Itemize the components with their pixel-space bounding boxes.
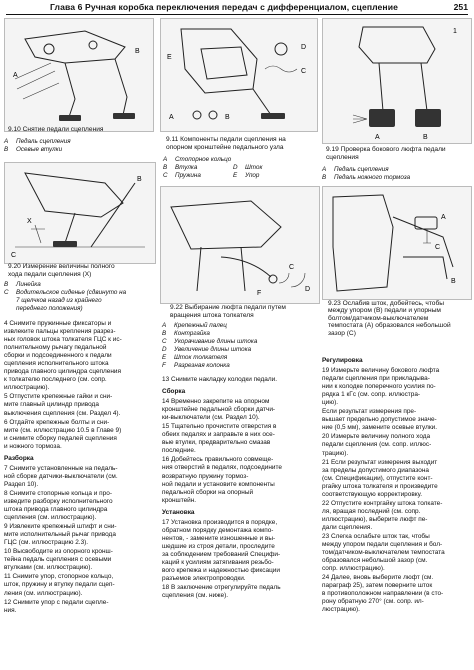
text-line: в противоположном направлении (в сто- — [322, 590, 444, 598]
text-line: вые втулки, предварительно смазав — [162, 439, 271, 447]
paragraph — [4, 393, 154, 417]
svg-text:C: C — [289, 264, 295, 271]
text-line: за пределы допустимого диапазона — [322, 466, 429, 474]
text-line: 6 Отдайте крепежные болты и сни- — [4, 418, 110, 426]
paragraph — [4, 465, 154, 489]
paragraph — [322, 574, 470, 614]
text-line: сцепления (см. иллюстрацию). — [4, 514, 97, 522]
text-line: к толкателю последнего (см. сопр. — [4, 376, 107, 384]
text-line: педальной сборки на опорный — [162, 488, 254, 496]
svg-text:B: B — [135, 48, 140, 55]
figure-9-20-caption: 9.20 Измерение величины полного хода педали сцепления (X) — [8, 263, 115, 278]
figure-9-20-image — [4, 162, 156, 264]
svg-text:D: D — [301, 44, 307, 51]
text-line: 22 Отпустите контргайку штока толкате- — [322, 499, 443, 507]
paragraph — [322, 500, 470, 532]
text-line: кронштейне педальной сборки датчи- — [162, 406, 276, 414]
cruise-switch-gap-drawing — [323, 187, 471, 299]
text-line: иллюстрацию), выберите люфт пе- — [322, 515, 428, 523]
section-heading: Регулировка — [322, 357, 363, 364]
svg-text:B: B — [225, 114, 230, 121]
paragraph — [162, 456, 316, 504]
text-line: ния отверстий в педалях, подсоедините — [162, 464, 282, 472]
figure-9-23-caption: 9.23 Ослабив шток, добейтесь, чтобы между упором (В) педали и упорным болтом/датчиком-выключателем темпостата (А) образовался небольшой зазор (С) — [328, 300, 451, 337]
figure-9-19-image — [322, 18, 472, 144]
svg-text:A: A — [13, 72, 18, 79]
text-line: ления (см. иллюстрацию). — [4, 589, 83, 597]
paragraph — [4, 548, 154, 572]
text-line: 16 Добейтесь правильного совмеще- — [162, 456, 274, 464]
paragraph — [162, 423, 316, 455]
paragraph — [162, 584, 316, 600]
text-line: педали сцепления при прикладыва- — [322, 375, 430, 383]
text-line: мите (см. иллюстрацию 10.5 в Главе 9) — [4, 426, 122, 434]
section-heading: Сборка — [162, 388, 186, 396]
paragraph — [4, 490, 154, 522]
text-line: 12 Снимите упор с педали сцепле- — [4, 598, 109, 606]
text-line: каций к усилиям затягивания резьбо- — [162, 558, 274, 566]
pushrod-adjustment-drawing — [161, 187, 319, 303]
text-line: ки-выключатели (см. Раздел 10). — [162, 414, 260, 422]
section-heading: Установка — [162, 508, 195, 516]
text-line: втулками (см. иллюстрацию). — [4, 564, 93, 572]
text-line: 19 Измерьте величину бокового люфта — [322, 367, 440, 375]
text-line: 4 Снимите пружинные фиксаторы и — [4, 320, 112, 327]
text-line: ние (0,5 мм), замените осевые втулки. — [322, 424, 438, 432]
svg-text:A: A — [375, 134, 380, 141]
text-line: 13 Снимите накладку колодки педали. — [162, 376, 277, 383]
paragraph — [322, 459, 470, 499]
figure-9-22-caption: 9.22 Выбирание люфта педали путем вращения штока толкателя — [170, 304, 286, 319]
svg-text:B: B — [137, 176, 142, 183]
text-line: Раздел 10). — [4, 480, 39, 488]
text-line: дали сцепления. — [322, 523, 373, 531]
svg-text:F: F — [257, 290, 262, 297]
text-line: нии к колодке поперечного усилия по- — [322, 383, 436, 391]
svg-text:E: E — [167, 54, 172, 61]
clutch-pedal-components-drawing — [161, 19, 317, 131]
figure-9-19-caption: 9.19 Проверка бокового люфта педали сцепления — [326, 146, 446, 161]
pedal-travel-measure-drawing — [5, 163, 155, 263]
text-line: шедшие из строя детали, проследите — [162, 542, 275, 550]
text-line: ля, вращая последний (см. сопр. — [322, 507, 421, 515]
text-line: сцепления (см. ниже). — [162, 592, 228, 600]
pedal-play-check-drawing — [323, 19, 471, 143]
text-line: сцепления исполнительного штока — [4, 360, 109, 368]
text-line: ных головок штока толкателя ГЦС к ис- — [4, 336, 122, 344]
paragraph — [322, 367, 470, 407]
text-line: ной сборке датчики-выключатели (см. — [4, 472, 118, 480]
text-column-left — [4, 320, 154, 616]
text-line: том/датчиком-выключателем темпостата — [322, 549, 445, 557]
figure-9-11-caption: 9.11 Компоненты педали сцепления на опорном кронштейне педального узла — [166, 136, 286, 151]
page-header — [6, 2, 468, 15]
text-line: нентов, - замените изношенные и вы- — [162, 534, 276, 542]
text-line: вышает предельно допустимое значе- — [322, 416, 437, 424]
text-line: люстрацию). — [322, 606, 360, 614]
text-line: трацию). — [322, 449, 349, 457]
text-line: ргайку штока толкателя и произведите — [322, 482, 438, 490]
text-line: вого крепежа и надежностью фиксации — [162, 567, 280, 575]
figure-9-20-legend: B Линейка C Водительское сиденье (сдвинуто на 7 щелчков назад из крайнего переднего положения) — [4, 281, 127, 312]
text-line: обеих педалях и заправьте в них осе- — [162, 431, 275, 439]
svg-text:C: C — [301, 68, 307, 75]
figure-9-22-image — [160, 186, 320, 304]
figure-9-10-image — [4, 18, 154, 132]
svg-text:1: 1 — [453, 28, 457, 35]
text-line: сборки и подсоединенного к педали — [4, 352, 112, 360]
svg-text:B: B — [451, 278, 456, 285]
text-line: (см. Спецификации), отпустите конт- — [322, 474, 433, 482]
text-line: Если результат измерения пре- — [322, 408, 417, 416]
text-column-right — [322, 354, 470, 615]
paragraph — [4, 523, 154, 547]
text-line: кронштейн. — [162, 496, 197, 504]
text-line: и снимите сборку педалей сцепления — [4, 434, 117, 442]
svg-text:A: A — [169, 114, 174, 121]
text-line: 11 Снимите упор, стопорное кольцо, — [4, 573, 114, 581]
text-line: обратном порядку демонтажа компо- — [162, 526, 274, 534]
text-line: привода главного цилиндра сцепления — [4, 368, 122, 376]
text-line: 7 Снимите установленные на педаль- — [4, 464, 118, 472]
paragraph — [4, 320, 154, 392]
text-line: и ножного тормоза. — [4, 442, 62, 450]
svg-text:X: X — [27, 218, 32, 225]
text-line: за соблюдением требований Специфи- — [162, 550, 281, 558]
clutch-pedal-removal-drawing — [5, 19, 153, 131]
text-line: извлеките пальцы крепления разрез- — [4, 328, 116, 336]
text-column-middle — [162, 376, 316, 601]
svg-text:D: D — [305, 286, 311, 293]
text-line: сопр. иллюстрацию). — [322, 565, 385, 573]
figure-9-10-legend: A Педаль сцепления B Осевые втулки — [4, 138, 71, 153]
text-line: 24 Далее, вновь выберите люфт (см. — [322, 574, 434, 582]
text-line: полнительному рычагу педальной — [4, 344, 107, 352]
text-line: 20 Измерьте величину полного хода — [322, 433, 431, 441]
text-line: рядка 1 кГс (см. сопр. иллюстра- — [322, 391, 421, 399]
text-line: выключения сцепления (см. Раздел 4). — [4, 409, 121, 417]
text-line: ной педали и установите компоненты — [162, 480, 275, 488]
text-line: мите исполнительный рычаг привода — [4, 531, 116, 539]
text-line: цию). — [322, 399, 339, 407]
text-line: 17 Установка производится в порядке, — [162, 518, 278, 526]
paragraph — [162, 376, 316, 384]
figure-9-19-legend: A Педаль сцепления B Педаль ножного тормоза — [322, 166, 411, 181]
chapter-title: Глава 6 Ручная коробка переключения передач с дифференциалом, сцепление — [50, 2, 398, 12]
text-line: соответствующую корректировку. — [322, 490, 423, 498]
text-line: 9 Извлеките крепежный штифт и сни- — [4, 523, 117, 531]
figure-9-10-caption: 9.10 Снятие педали сцепления — [8, 126, 104, 133]
paragraph — [322, 433, 470, 457]
text-line: 23 Слегка ослабьте шток так, чтобы — [322, 532, 430, 540]
text-line: рону обратную 270° (см. сопр. ил- — [322, 598, 424, 606]
paragraph — [322, 533, 470, 573]
text-line: иллюстрацию). — [4, 384, 50, 392]
text-line: 8 Снимите стопорные кольца и про- — [4, 489, 112, 497]
text-line: последние. — [162, 447, 196, 455]
svg-text:C: C — [11, 252, 17, 259]
section-heading: Разборка — [4, 454, 34, 462]
text-line: 14 Временно закрепите на опорном — [162, 398, 270, 406]
text-line: педали сцепления (см. сопр. иллюс- — [322, 441, 432, 449]
figure-9-11-legend: A Стопорное кольцо B Втулка D Шток C Пружина E Упор — [163, 156, 263, 179]
figure-9-23-image — [322, 186, 472, 300]
paragraph — [4, 419, 154, 451]
text-line: ГЦС (см. иллюстрацию 2.3). — [4, 539, 89, 547]
svg-text:A: A — [441, 214, 446, 221]
text-line: между упором педали сцепления и бол- — [322, 541, 443, 549]
text-line: штока привода главного цилиндра — [4, 506, 108, 514]
text-line: 18 В заключение отрегулируйте педаль — [162, 584, 281, 592]
paragraph — [162, 398, 316, 422]
text-line: мите главный цилиндр привода — [4, 401, 99, 409]
text-line: 5 Отпустите крепежные гайки и сни- — [4, 393, 113, 401]
svg-text:B: B — [423, 134, 428, 141]
text-line: образовался небольшой зазор (см. — [322, 557, 428, 565]
text-line: ния. — [4, 606, 17, 614]
text-line: шток, пружину и втулку педали сцеп- — [4, 581, 115, 589]
paragraph — [162, 519, 316, 583]
text-line: 21 Если результат измерения выходит — [322, 458, 438, 466]
page-number: 251 — [453, 2, 468, 12]
svg-text:C: C — [435, 244, 441, 251]
paragraph — [4, 573, 154, 597]
text-line: 10 Высвободите из опорного кронш- — [4, 548, 113, 556]
text-line: возвратную пружину тормоз- — [162, 472, 249, 480]
text-line: 15 Тщательно прочистите отверстия в — [162, 423, 277, 431]
figure-9-11-image — [160, 18, 318, 132]
figure-9-22-legend: A Крепежный палец B Контргайка C Укорачивание длины штока D Увеличение длины штока E Шток толкателя F Разрезная колонка — [162, 322, 258, 369]
paragraph — [322, 408, 470, 432]
text-line: тейна педаль сцепления с осевыми — [4, 556, 112, 564]
text-line: параграф 25), затем поверните шток — [322, 582, 433, 590]
text-line: изведите разборку исполнительного — [4, 497, 113, 505]
text-line: разъемов электропроводки. — [162, 575, 246, 583]
paragraph — [4, 599, 154, 615]
